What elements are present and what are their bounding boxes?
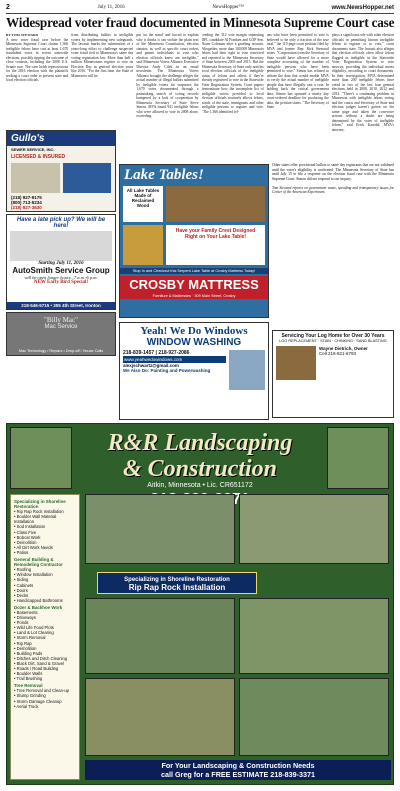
service-item: • Doors (14, 587, 28, 593)
service-item: • Demolition (14, 539, 37, 545)
service-item: • Rip Rap (14, 640, 32, 646)
rr-footer-1: For Your Landscaping & Construction Needs (161, 761, 315, 770)
rr-banner-2: Rip Rap Rock Installation (128, 583, 226, 592)
service-item: • Patios (14, 549, 29, 555)
ad-billy-mac[interactable] (6, 312, 116, 356)
services-list (10, 494, 80, 780)
lake-title: Lake Tables! (124, 167, 204, 183)
log-owner: Wayne Dietrich, Owner (319, 346, 368, 351)
lake-cta: Have your Family Crest Designed Right on Your Lake Table! (166, 225, 265, 265)
article-col-7: Other states offer provisional ballots to same day registrants that are not validated until the voter's eligibility is confirmed. The Minnesota Secretary of State has until July 15 to file a response on the election fraud case with the Minnesota Supreme Court. Simon did not respond to our inquiry. Tom Steward reports on government waste, spending and transparency issues for Center of the American Experiment. (272, 163, 394, 194)
service-item: • Bobcat Work (14, 534, 41, 540)
paper-name: NewsHopper™ (212, 5, 244, 10)
service-item: • Stump Grinding (14, 693, 46, 699)
log-photo (276, 346, 316, 380)
service-item: • Ditches and Ditch Cleaning (14, 655, 68, 661)
service-item: • Driveways (14, 615, 36, 621)
rr-title-1: R&R Landscaping (107, 430, 293, 456)
autosmith-phone: 218-546-5715 • 305 4th Street, Ironton (7, 302, 115, 309)
gullo-phone-3: (218) 927-3630 (11, 205, 42, 210)
article-col-6: plays a significant role with other election officials in permitting known ineligible felons to register or to vote," court documents state. The lawsuit also alleges that election officials often allow felons flagged as ineligible in the Statewide Voter Registration System to vote anyway, providing the individual meets eligibility, according to court documents. In their investigation, MVA determined more than 200 ineligible felons have voted in two of the last four general elections held in 2008, 2010, 2012 and 2014. "There's a continuing problem in Minnesota with ineligible felons voting and the courts and Secretary of State and election judges haven't gotten on the same page and taken the corrective actions without a doubt are being determined by the votes of ineligible felons," said Erick Kaardal, MVA's attorney. (331, 33, 395, 132)
ad-log-home[interactable] (272, 330, 394, 418)
rr-photo-1 (85, 494, 235, 564)
rr-title-2: & Construction (122, 456, 278, 482)
page-number: 2 (6, 4, 10, 11)
service-item: • Boulder Walls (14, 671, 43, 677)
byline: BY TOM STEWARD (6, 33, 39, 37)
crest-image (123, 225, 163, 265)
service-item: • Siding (14, 577, 29, 583)
service-item: • Aerial Truck (14, 703, 39, 709)
service-item: • Window Installation (14, 572, 53, 578)
service-item: • Basements (14, 609, 38, 615)
author-credit: Tom Steward reports on government waste, spending and transparency issues for Center of the American Experiment. (272, 185, 394, 194)
rr-location: Aitkin, Minnesota • Lic. CR651172 (147, 482, 253, 489)
page-header (6, 2, 394, 14)
article-col-3: put 'on the stand' and forced to explain why it thinks it can violate the plain text of the Minnesota Constitution, election statutes, as well as specific court orders and permit individuals to vote who election officials know are ineligible," said Minnesota Voters Alliance Executive Director Andy Cilek in an email newsletter. The Minnesota Voters Alliance brought the challenge alleges the actual number of illegal ballots submitted by ineligible voters far surpasses the 1,670 votes documented through a painstaking search of voting records hampered by a lack of cooperation by Minnesota Secretary of State Steve Simon. MVA found 941 ineligible felons who were allowed to vote in 2008 alone, exceeding (136, 33, 199, 118)
log-title: Servicing Your Log Home for Over 30 Years (281, 333, 385, 339)
gullo-phone-2: (800) 713-5234 (11, 200, 42, 205)
headline: Widespread voter fraud documented in Minnesota Supreme Court case (6, 15, 395, 30)
rr-photo-6 (239, 678, 389, 756)
lake-sub: All Lake Tables Made of Reclaimed Wood (123, 186, 163, 222)
service-item: • Sod Installation (14, 524, 46, 530)
ad-gullo-sewer[interactable] (6, 130, 116, 212)
service-item: • Ponds (14, 620, 29, 626)
crosby-mattress-logo: CROSBY MATTRESS (120, 276, 268, 293)
service-item: • Wild Life Food Plots (14, 625, 54, 631)
article-col-5: ons who have been permitted to vote is believed to be only a fraction of the true total," the 110 page court petition filed by MVA and former Rep. Kirk Stensrud states. "Cooperation from the Secretary of State would have allowed for a more complete accounting of the number of ineligible persons who have been permitted to vote." Simon has refused to release the data that would enable MVA to verify the actual number of ineligible people that have illegally cast a vote. In holding back the critical government data, Simon has spurned a ninety day court-ordered deadline for producing the data, the petition states. "The Secretary of State (266, 33, 329, 109)
windows-web[interactable]: www.yeahwedowindows.com (123, 356, 226, 363)
autosmith-hours: will be open longer hours...7 a.m.-6 p.m. (24, 275, 98, 280)
rr-footer (85, 760, 391, 780)
service-item: • Storm Removal (14, 635, 46, 641)
ad-rr-landscaping[interactable] (6, 423, 394, 785)
log-line: LOG REPLACEMENT · STAIN · CHINKING · SAND BLASTING (279, 339, 387, 343)
late-pickup: Have a late pick up? We will be here! (7, 215, 115, 231)
window-photo (229, 350, 265, 390)
site-url[interactable]: www.NewsHopper.net (331, 4, 394, 11)
log-phone: Cell 218-821-6793 (319, 351, 357, 356)
mac-name: "Billy Mac" (44, 316, 78, 324)
rr-banner (97, 572, 257, 594)
rr-photo-right (327, 427, 389, 489)
service-item: • Black Dirt, Sand & Gravel (14, 660, 65, 666)
service-item: • Roads / Road Building (14, 666, 59, 671)
lake-photo (166, 186, 265, 222)
windows-sub: WINDOW WASHING (146, 337, 242, 348)
ad-window-washing[interactable] (119, 322, 269, 420)
service-item: • Roofing (14, 567, 32, 573)
rr-photo-3 (85, 598, 235, 674)
service-item: • All Dirt Work Needs (14, 544, 53, 550)
rr-photo-5 (85, 678, 235, 756)
issue-date: July 11, 2016 (97, 5, 125, 10)
service-item: • Land & Lot Clearing (14, 630, 54, 636)
truck-image (10, 231, 112, 261)
mac-sub: Mac Service (44, 324, 78, 330)
service-item: • Trail Brushing (14, 676, 43, 682)
article-col-2: from distributing ballots to ineligible voters by implementing new safeguards. The lawsuit marks the culmination of a years-long effort to challenge suspected voter fraud tied to Minnesota's same day voting registration law. More than half a million Minnesotans register to vote on Election Day in general election years like 2016. "For the first time, the State of Minnesota will be (71, 33, 134, 78)
lake-stop: Stop In and Checkout this Serpent Lake Table at Crosby Mattress Today! (120, 268, 268, 274)
rr-banner-1: Specializing in Shoreline Restoration (124, 577, 230, 583)
windows-phone: 218-839-1457 | 218-927-2086 (123, 350, 190, 356)
ad-lake-tables[interactable] (119, 164, 269, 318)
service-item: • Rip Rap Rock Installation (14, 509, 64, 515)
windows-also: We Also Do: Painting and Powerwashing (123, 368, 211, 373)
autosmith-name: AutoSmith Service Group (12, 266, 110, 275)
starting-date: Starting July 11, 2016 (38, 261, 84, 266)
mac-line: Mac Technology / Repairs • Drop-off / House Calls (18, 349, 104, 353)
service-item: • Storm Damage Cleanup (14, 698, 62, 704)
gullo-phone: (218) 927-9175 (11, 195, 42, 200)
gullo-sub: SEWER SERVICE, INC. (11, 147, 55, 152)
article-col-1: BY TOM STEWARD A new voter fraud case before the Minnesota Supreme Court claims 1,366 ineligible felons have cast at least 1,670 fraudulent votes in recent statewide elections, possibly tipping the outcome of close contests, including the 2008 U.S. Senate race. The case holds repercussions for the 2016 election with the plaintiffs seeking a court order to prevent state and local election officials (6, 33, 69, 82)
service-item: • Demolition (14, 645, 37, 651)
rr-photo-left (10, 427, 72, 489)
service-category: Tree Removal (14, 683, 43, 689)
gullo-logo: Gullo's (7, 131, 115, 146)
rr-photo-2 (239, 494, 389, 564)
service-item: • Handicapped Bathrooms (14, 597, 63, 603)
service-item: • Cabinets (14, 582, 34, 588)
service-item: • Decks (14, 592, 29, 598)
service-category: Dozer & Backhoe Work (14, 604, 63, 610)
rr-photo-4 (239, 598, 389, 674)
windows-email[interactable]: alexjschwartz@gmail.com (123, 363, 179, 368)
lake-addr: Furniture & Mattresses · 309 Main Street, Crosby (120, 293, 268, 299)
autosmith-special: NEW Early Bird Special! (33, 280, 89, 285)
gullo-licensed: LICENSED & INSURED (11, 154, 66, 160)
service-item: • Tree Removal and Clean-up (14, 688, 70, 694)
service-category: Specializing in Shoreline Restoration (14, 499, 66, 510)
service-category: General Building & Remodeling Contractor (14, 557, 63, 568)
gullo-photo-2 (63, 163, 112, 193)
service-item: • Building Pads (14, 650, 43, 656)
service-item: • Boulder Wall Material Installation (14, 514, 57, 525)
article-col-4: ceeding the 312 vote margin separating DFL candidate Al Franken and GOP Sen. Norm Coleman after a grueling recount. Altogether, more than 100,000 Minnesota felons had their right to vote restricted and reported to the Minnesota Secretary of State between 2003 and 2015. But the Minnesota Secretary of State only notifies local election officials of the ineligible status of felons and others if they're already registered to vote in the Statewide Voter Registration System. Court papers demonstrate how the incomplete list of ineligible voters provided to local election officials routinely allows felons, wards of the state, immigrants and other ineligible persons to register and vote. "The 1,366 identified fel- (201, 33, 264, 114)
ad-autosmith[interactable] (6, 214, 116, 310)
gullo-photo (11, 163, 60, 193)
rr-footer-2: call Greg for a FREE ESTIMATE 218-839-3371 (160, 770, 316, 779)
service-item: • Class Five (14, 529, 37, 535)
windows-title: Yeah! We Do Windows (140, 325, 248, 337)
